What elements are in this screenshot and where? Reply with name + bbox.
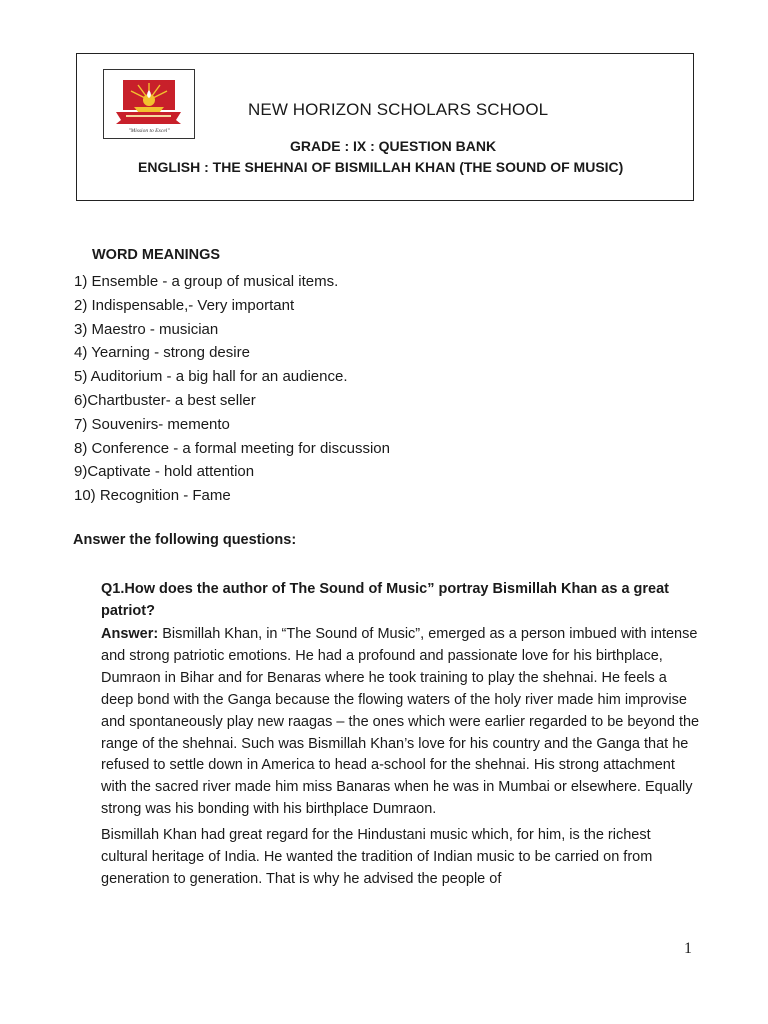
list-item: 3) Maestro - musician <box>74 320 219 338</box>
svg-text:"Mission to Excel": "Mission to Excel" <box>128 128 170 134</box>
list-item: 2) Indispensable,- Very important <box>74 296 295 314</box>
list-item: 8) Conference - a formal meeting for discussion <box>74 439 390 457</box>
list-item: 5) Auditorium - a big hall for an audience. <box>74 368 348 386</box>
subject-line: ENGLISH : THE SHEHNAI OF BISMILLAH KHAN (THE SOUND OF MUSIC) <box>138 159 624 175</box>
answer-label: Answer: <box>101 626 159 642</box>
list-item: 9)Captivate - hold attention <box>74 463 255 481</box>
list-item: 4) Yearning - strong desire <box>74 344 250 362</box>
answer-paragraph: Bismillah Khan had great regard for the Hindustani music which, for him, is the richest cultural heritage of India. He wanted the tradition of Indian music to be carried on from generation to generation. That is why he advised the people of <box>101 827 653 887</box>
answer-paragraph <box>101 624 701 821</box>
answer-1 <box>101 624 701 891</box>
list-item: 6)Chartbuster- a best seller <box>74 391 256 409</box>
list-item: 7) Souvenirs- memento <box>74 415 230 433</box>
word-meanings-heading: WORD MEANINGS <box>92 247 221 263</box>
list-item: 10) Recognition - Fame <box>74 487 231 505</box>
school-name: NEW HORIZON SCHOLARS SCHOOL <box>248 100 549 119</box>
page-number: 1 <box>684 940 692 957</box>
list-item: 1) Ensemble - a group of musical items. <box>74 273 339 290</box>
school-logo <box>103 69 195 139</box>
answer-section-heading: Answer the following questions: <box>73 532 297 548</box>
word-meanings-list <box>74 270 390 508</box>
school-emblem-icon <box>104 70 193 137</box>
grade-line: GRADE : IX : QUESTION BANK <box>290 138 497 154</box>
question-1: Q1.How does the author of The Sound of Music” portray Bismillah Khan as a great patriot? <box>101 581 669 619</box>
answer-text: Bismillah Khan, in “The Sound of Music”, emerged as a person imbued with intense and strong patriotic emotions. He had a profound and passionate love for his birthplace, Dumraon in Bihar and for Benaras where he took training to play the shehnai. He feels a deep bond with the Ganga because the flowing waters of the holy river made him improvise and spontaneously play new raagas – the ones which were earlier regarded to be beyond the range of the shehnai. Such was Bismillah Khan’s love for his country and the Ganga that he refused to settle down in America to head a-school for the shehnai. His strong attachment with the sacred river made him miss Banaras when he was in Mumbai or elsewhere. Equally strong was his bonding with his birthplace Dumraon. <box>101 626 700 818</box>
